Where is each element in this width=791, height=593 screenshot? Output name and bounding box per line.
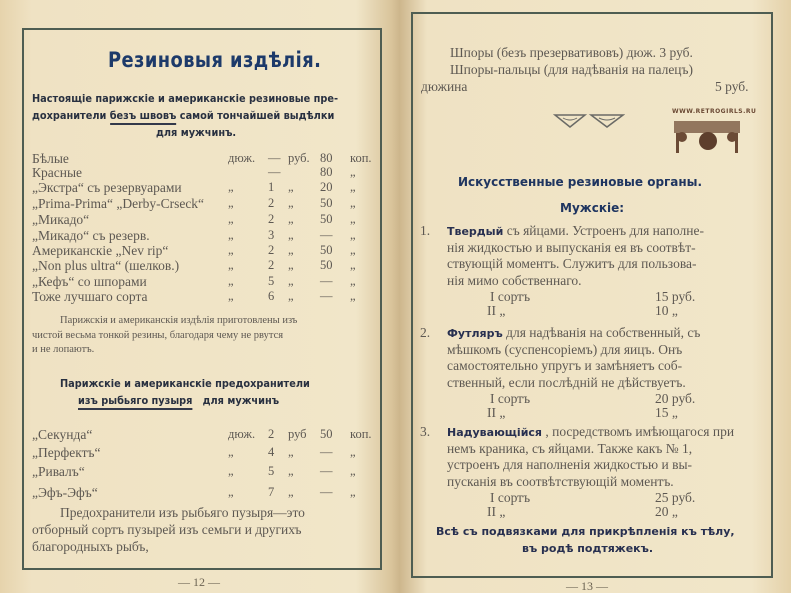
cell-unit: „ (228, 445, 234, 459)
cell-kop-unit: „ (350, 485, 356, 499)
footer-note: въ родѣ подтяжекъ. (522, 542, 654, 555)
cell-name: „Кефъ“ со шпорами (32, 274, 147, 289)
cell-rub-unit: „ (288, 464, 294, 478)
cell-rub: 5 (268, 274, 275, 288)
item-line: нія жидкостью и выпусканія ея въ соотвѣт- (447, 239, 696, 255)
cell-name: Тоже лучшаго сорта (32, 289, 148, 304)
grade-price: 25 руб. (655, 490, 696, 505)
cell-rub-unit: „ (288, 196, 294, 210)
page-title: Резиновыя издѣлія. (108, 48, 322, 72)
cell-kop-unit: „ (350, 228, 356, 242)
cell-rub: 7 (268, 485, 275, 499)
note-line: и не лопаютъ. (32, 344, 95, 355)
cell-kop: — (320, 228, 333, 242)
cell-rub-unit: „ (288, 445, 294, 459)
cell-rub: 2 (268, 243, 275, 257)
section-heading: Искусственные резиновые органы. (458, 175, 703, 189)
item-line: нія мимо собственнаго. (447, 272, 582, 288)
cell-kop-unit: „ (350, 464, 356, 478)
cell-name: „Экстра“ съ резервуарами (32, 180, 182, 195)
cell-rub: 2 (268, 196, 275, 210)
cell-rub-unit: „ (288, 228, 294, 242)
cell-rub-unit: „ (288, 180, 294, 194)
cell-kop: 50 (320, 243, 333, 257)
cell-kop: — (320, 485, 333, 499)
cell-name: „Секунда“ (32, 427, 93, 442)
cell-name: „Микадо“ съ резерв. (32, 228, 150, 243)
cell-rub: 6 (268, 289, 275, 303)
cell-kop: — (320, 289, 333, 303)
cell-rub-unit: „ (288, 212, 294, 226)
cell-rub-unit: „ (288, 289, 294, 303)
section-heading: Парижскіе и американскіе предохранители (60, 378, 310, 390)
cell-unit: „ (228, 243, 234, 257)
cell-kop-unit: „ (350, 180, 356, 194)
grade-price: 15 руб. (655, 289, 696, 304)
footer-note: Всѣ съ подвязками для прикрѣпленія къ тѣлу, (436, 525, 735, 538)
item-line: ственный, если послѣдній не дѣйствуетъ. (447, 374, 686, 390)
cell-name: Американскіе „Nev rip“ (32, 243, 169, 258)
grade-price: 20 „ (655, 504, 678, 519)
intro-text: дохранители (32, 110, 107, 122)
grade-price: 20 руб. (655, 391, 696, 406)
watermark-text: WWW.RETROGIRLS.RU (672, 108, 757, 115)
cell-kop-unit: „ (350, 212, 356, 226)
intro-text: самой тончайшей выдѣлки (179, 110, 335, 122)
cell-name: „Ривалъ“ (32, 464, 85, 479)
intro-line (32, 111, 334, 122)
cell-unit: „ (228, 464, 234, 478)
grade-label: I сортъ (490, 289, 531, 304)
fish-note-line: отборный сортъ пузырей изъ семьги и другихъ (32, 522, 302, 537)
cell-kop-unit: „ (350, 196, 356, 210)
cell-unit: „ (228, 485, 234, 499)
cell-kop-unit: „ (350, 289, 356, 303)
cell-rub-unit: руб (288, 427, 307, 441)
page-number: — 12 — (178, 575, 220, 589)
cell-rub: 2 (268, 212, 275, 226)
cell-unit: дюж. (228, 151, 256, 165)
cell-rub-unit: руб. (288, 151, 310, 165)
right-page-frame (411, 12, 773, 578)
item-line (447, 425, 734, 439)
floral-vignette-icon (672, 115, 744, 157)
item-line: устроенъ для наполненія жидкостью и вы- (447, 457, 693, 472)
note-line: Парижскія и американскія издѣлія приготовлены изъ (60, 315, 298, 326)
cell-kop: — (320, 274, 333, 288)
cell-name: „Микадо“ (32, 212, 90, 227)
cell-rub: 2 (268, 427, 275, 441)
cell-rub: 1 (268, 180, 275, 194)
intro-underlined: безъ швовъ (110, 110, 177, 125)
intro-line: Настоящіе парижскіе и американскіе резиновые пре- (32, 93, 339, 105)
cell-kop: 80 (320, 151, 333, 165)
cell-rub-unit: „ (288, 274, 294, 288)
cell-rub-unit: „ (288, 243, 294, 257)
grade-label: II „ (487, 405, 506, 420)
cell-unit: „ (228, 212, 234, 226)
cell-kop: 50 (320, 427, 333, 441)
cell-unit: дюж. (228, 427, 256, 441)
cell-rub: — (268, 165, 281, 179)
heading-underlined: изъ рыбьяго пузыря (78, 395, 192, 410)
intro-line: для мужчинъ. (156, 127, 237, 139)
subheading: Мужскіе: (560, 201, 625, 215)
cell-kop-unit: „ (350, 243, 356, 257)
cell-kop: 50 (320, 258, 333, 272)
fish-note-line: Предохранители изъ рыбьяго пузыря—это (60, 505, 305, 520)
cell-kop: 80 (320, 165, 333, 179)
item-line: ствующій моментъ. Служитъ для пользова- (447, 256, 697, 271)
cell-unit: „ (228, 196, 234, 210)
cell-rub-unit: „ (288, 258, 294, 272)
cell-rub: 2 (268, 258, 275, 272)
cell-kop: 50 (320, 212, 333, 226)
spurs-line: дюжина (421, 79, 468, 94)
decorative-vignette (672, 108, 757, 158)
item-name: Надувающійся (447, 426, 542, 439)
cell-unit: „ (228, 258, 234, 272)
spurs-line: Шпоры-пальцы (для надѣванія на палецъ) (450, 62, 694, 77)
item-text: для надѣванія на собственный, съ (506, 325, 701, 340)
cell-name: Красные (32, 165, 83, 180)
spurs-price: 5 руб. (715, 79, 749, 94)
item-text: , посредствомъ имѣющагося при (545, 424, 735, 439)
item-name: Твердый (447, 225, 504, 238)
ornament-icon (553, 112, 625, 130)
fish-note-line: благородныхъ рыбъ, (32, 539, 149, 554)
page-number: — 13 — (566, 579, 608, 593)
spurs-line: Шпоры (безъ презервативовъ) дюж. 3 руб. (450, 45, 693, 60)
heading-text: для мужчинъ (202, 395, 280, 407)
item-name: Футляръ (447, 327, 503, 340)
cell-kop: 50 (320, 196, 333, 210)
cell-kop: — (320, 445, 333, 459)
cell-rub: 5 (268, 464, 275, 478)
item-line (447, 326, 700, 340)
item-line: самостоятельно упругъ и замѣняетъ соб- (447, 358, 683, 373)
item-text: съ яйцами. Устроенъ для наполне- (506, 223, 704, 238)
cell-rub-unit: „ (288, 485, 294, 499)
item-number: 2. (420, 325, 431, 340)
item-line (447, 224, 704, 238)
item-number: 3. (420, 424, 431, 439)
item-line: мѣшкомъ (суспенсоріемъ) для яицъ. Онъ (447, 341, 683, 357)
cell-kop-unit: „ (350, 445, 356, 459)
cell-name: „Non plus ultra“ (шелков.) (32, 258, 180, 273)
cell-kop-unit: „ (350, 258, 356, 272)
note-line: чистой весьма тонкой резины, благодаря чему не рвутся (32, 330, 284, 341)
cell-kop: 20 (320, 180, 333, 194)
cell-kop-unit: „ (350, 274, 356, 288)
cell-rub: — (268, 151, 281, 165)
grade-price: 10 „ (655, 303, 678, 318)
grade-label: II „ (487, 303, 506, 318)
cell-name: Бѣлые (32, 151, 69, 166)
item-line: немъ краника, съ яйцами. Также какъ № 1, (447, 440, 693, 456)
cell-kop-unit: коп. (350, 151, 372, 165)
cell-name: „Prima-Prima“ „Derby-Crseck“ (32, 196, 205, 211)
cell-kop: — (320, 464, 333, 478)
cell-unit: „ (228, 274, 234, 288)
cell-kop-unit: коп. (350, 427, 372, 441)
grade-label: II „ (487, 504, 506, 519)
cell-unit: „ (228, 289, 234, 303)
item-number: 1. (420, 223, 431, 238)
cell-kop-unit: „ (350, 165, 356, 179)
cell-unit: „ (228, 228, 234, 242)
item-line: пусканія въ соотвѣтствующій моментъ. (447, 473, 674, 489)
section-heading (78, 396, 279, 407)
grade-label: I сортъ (490, 490, 531, 505)
cell-name: „Перфектъ“ (32, 445, 101, 460)
cell-name: „Эфъ-Эфъ“ (32, 485, 98, 500)
grade-price: 15 „ (655, 405, 678, 420)
cell-unit: „ (228, 180, 234, 194)
grade-label: I сортъ (490, 391, 531, 406)
cell-rub: 3 (268, 228, 275, 242)
cell-rub: 4 (268, 445, 275, 459)
